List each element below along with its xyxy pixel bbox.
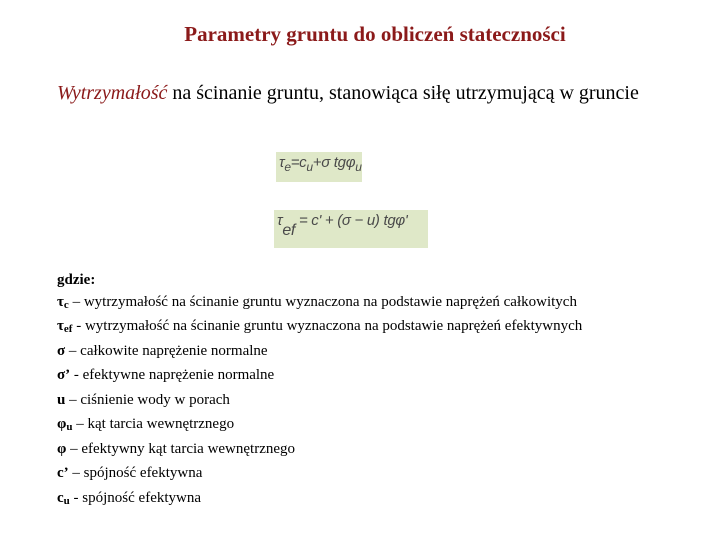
formula-total-stress-text [279, 154, 362, 174]
definition-item [57, 439, 717, 464]
intro-text: na ścinanie gruntu, stanowiąca siłę utrzymującą w gruncie [167, 82, 639, 104]
intro-emphasis: Wytrzymałość [57, 82, 168, 104]
definition-symbol: τ [57, 318, 64, 334]
definition-item [57, 390, 717, 415]
definition-symbol: u [57, 391, 66, 408]
page-title: Parametry gruntu do obliczeń stateczności [184, 22, 566, 46]
definition-symbol: φ [57, 440, 67, 457]
formula-effective-term: = c' + (σ − u) tgφ' [298, 212, 408, 229]
formula-effective-stress-text [277, 212, 408, 239]
definition-subscript: ef [63, 323, 73, 335]
definition-text: – kąt tarcia wewnętrznego [72, 416, 235, 432]
formula-friction-term: +σ tgφ [312, 154, 356, 171]
definition-text: - spójność efektywna [69, 489, 202, 506]
definitions-heading: gdzie: [57, 272, 96, 288]
definition-item [57, 341, 717, 366]
definition-symbol: σ’ [57, 367, 71, 383]
formula-effective-stress [274, 210, 428, 248]
formula-tau-symbol: τ [277, 212, 283, 229]
definition-text: – ciśnienie wody w porach [65, 391, 230, 408]
definition-item [57, 292, 717, 317]
definitions-rows [57, 292, 717, 513]
definition-item [57, 488, 717, 513]
definition-symbol: τ [57, 293, 64, 310]
formula-c-subscript: u [306, 160, 313, 174]
formula-tau-symbol: τ [279, 154, 285, 171]
definition-text: – spójność efektywna [68, 465, 203, 481]
definition-item [57, 316, 717, 341]
intro-paragraph [57, 80, 697, 106]
formula-equals-c: =c [290, 154, 307, 171]
definition-symbol: c [57, 489, 64, 506]
definition-item [57, 463, 717, 488]
definition-subscript: u [66, 421, 73, 433]
formula-phi-subscript: u [355, 160, 362, 174]
definition-subscript: u [63, 494, 70, 507]
definition-symbol: σ [57, 342, 66, 359]
definition-item [57, 414, 717, 439]
definitions-list [57, 270, 717, 512]
formula-tau-subscript: ef [282, 222, 296, 239]
formula-total-stress [276, 152, 362, 182]
definition-text: – całkowite naprężenie normalne [65, 342, 268, 359]
definition-text: – wytrzymałość na ścinanie gruntu wyznaczona na podstawie naprężeń całkowitych [68, 293, 577, 310]
formula-tau-subscript: e [284, 160, 291, 174]
definition-symbol: φ [57, 416, 67, 432]
definition-subscript: c [63, 298, 69, 311]
definition-text: - wytrzymałość na ścinanie gruntu wyznaczona na podstawie naprężeń efektywnych [72, 318, 583, 334]
definition-text: - efektywne naprężenie normalne [70, 367, 275, 383]
definition-symbol: c’ [57, 465, 69, 481]
definition-text: – efektywny kąt tarcia wewnętrznego [66, 440, 296, 457]
definition-item [57, 365, 717, 390]
